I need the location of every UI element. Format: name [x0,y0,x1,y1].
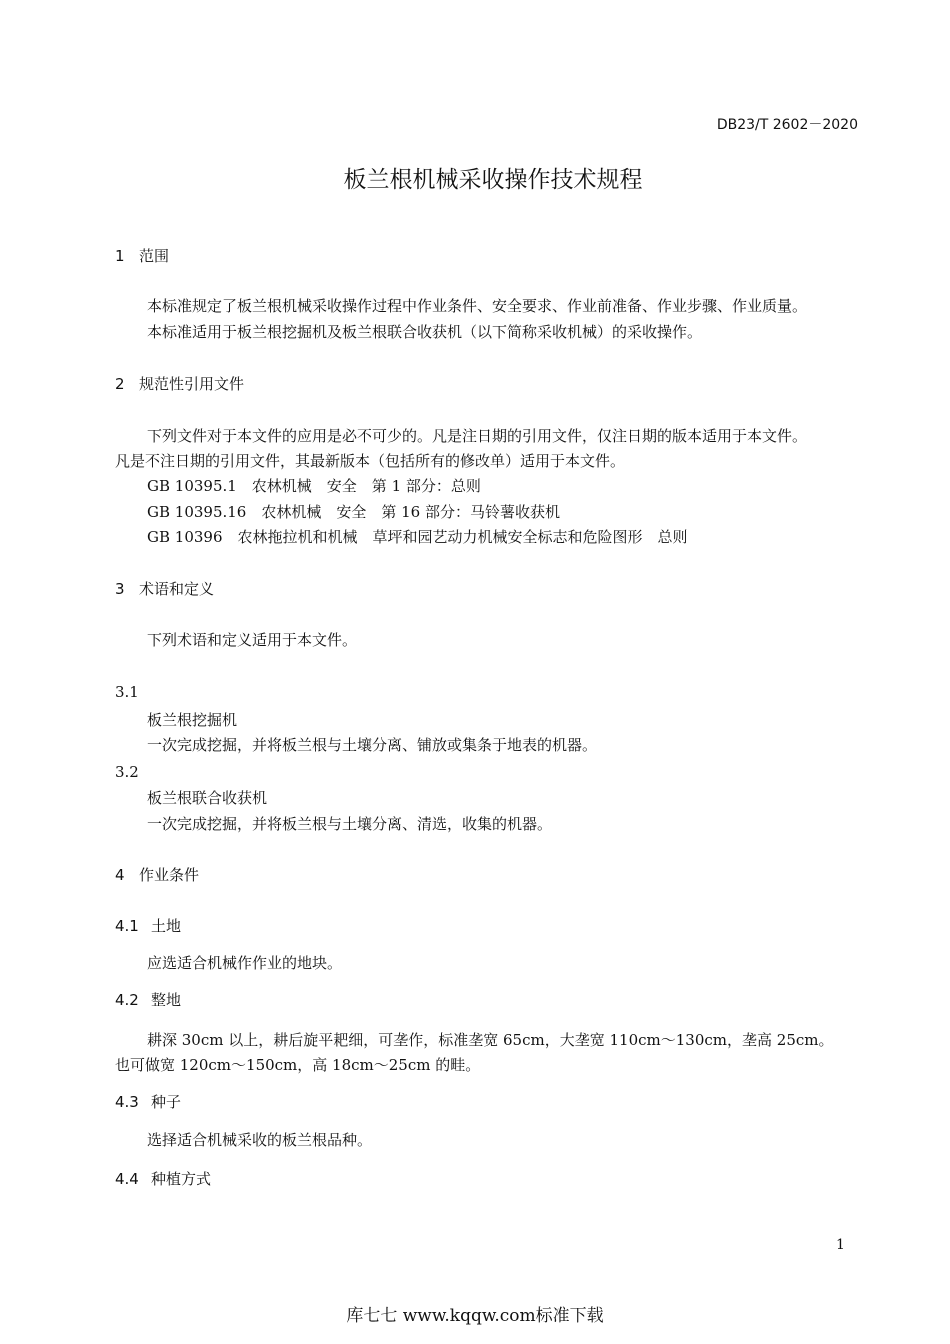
paragraph: 也可做宽 120cm～150cm，高 18cm～25cm 的畦。 [115,1056,481,1074]
subsection-title: 种子 [151,1093,182,1111]
section-4-heading [115,865,199,885]
paragraph: 本标准适用于板兰根挖掘机及板兰根联合收获机（以下简称采收机械）的采收操作。 [147,323,703,341]
subsection-number: 4.1 [115,917,139,935]
footer-watermark: 库七七 www.kqqw.com标准下载 [346,1306,604,1326]
paragraph: 本标准规定了板兰根机械采收操作过程中作业条件、安全要求、作业前准备、作业步骤、作业质量。 [147,297,808,315]
reference-item: GB 10395.16 农林机械 安全 第 16 部分：马铃薯收获机 [147,503,560,521]
term-name: 板兰根联合收获机 [147,789,268,807]
paragraph: 选择适合机械采收的板兰根品种。 [147,1131,373,1149]
section-title: 规范性引用文件 [139,375,245,393]
section-title: 术语和定义 [139,580,215,598]
reference-item: GB 10395.1 农林机械 安全 第 1 部分：总则 [147,477,481,495]
paragraph: 凡是不注日期的引用文件，其最新版本（包括所有的修改单）适用于本文件。 [115,452,626,470]
section-2-heading [115,374,244,394]
term-definition: 一次完成挖掘，并将板兰根与土壤分离、铺放或集条于地表的机器。 [147,736,598,754]
page-number: 1 [836,1237,845,1253]
term-definition: 一次完成挖掘，并将板兰根与土壤分离、清选，收集的机器。 [147,815,553,833]
subsection-heading [115,1169,211,1189]
page-title: 板兰根机械采收操作技术规程 [343,167,643,193]
paragraph: 下列术语和定义适用于本文件。 [147,631,358,649]
section-number: 3 [115,580,125,598]
subsection-title: 种植方式 [151,1170,212,1188]
subsection-title: 整地 [151,991,182,1009]
term-name: 板兰根挖掘机 [147,711,238,729]
section-1-heading [115,246,169,266]
subsection-heading [115,990,181,1010]
section-3-heading [115,579,214,599]
subsection-number: 4.2 [115,991,139,1009]
subsection-heading [115,1092,181,1112]
subsection-number: 4.3 [115,1093,139,1111]
section-title: 范围 [139,247,170,265]
paragraph: 应选适合机械作作业的地块。 [147,954,343,972]
subsection-number: 4.4 [115,1170,139,1188]
section-number: 2 [115,375,125,393]
reference-item: GB 10396 农林拖拉机和机械 草坪和园艺动力机械安全标志和危险图形 总则 [147,528,688,546]
section-number: 4 [115,866,125,884]
subsection-title: 土地 [151,917,182,935]
paragraph: 下列文件对于本文件的应用是必不可少的。凡是注日期的引用文件，仅注日期的版本适用于本文件。 [147,427,808,445]
subsection-heading [115,916,181,936]
section-number: 1 [115,247,125,265]
term-number: 3.1 [115,683,139,701]
term-number: 3.2 [115,763,139,781]
paragraph: 耕深 30cm 以上，耕后旋平耙细，可垄作，标准垄宽 65cm，大垄宽 110cm～130cm，垄高 25cm。 [147,1031,834,1049]
document-code: DB23/T 2602－2020 [716,117,858,133]
section-title: 作业条件 [139,866,200,884]
